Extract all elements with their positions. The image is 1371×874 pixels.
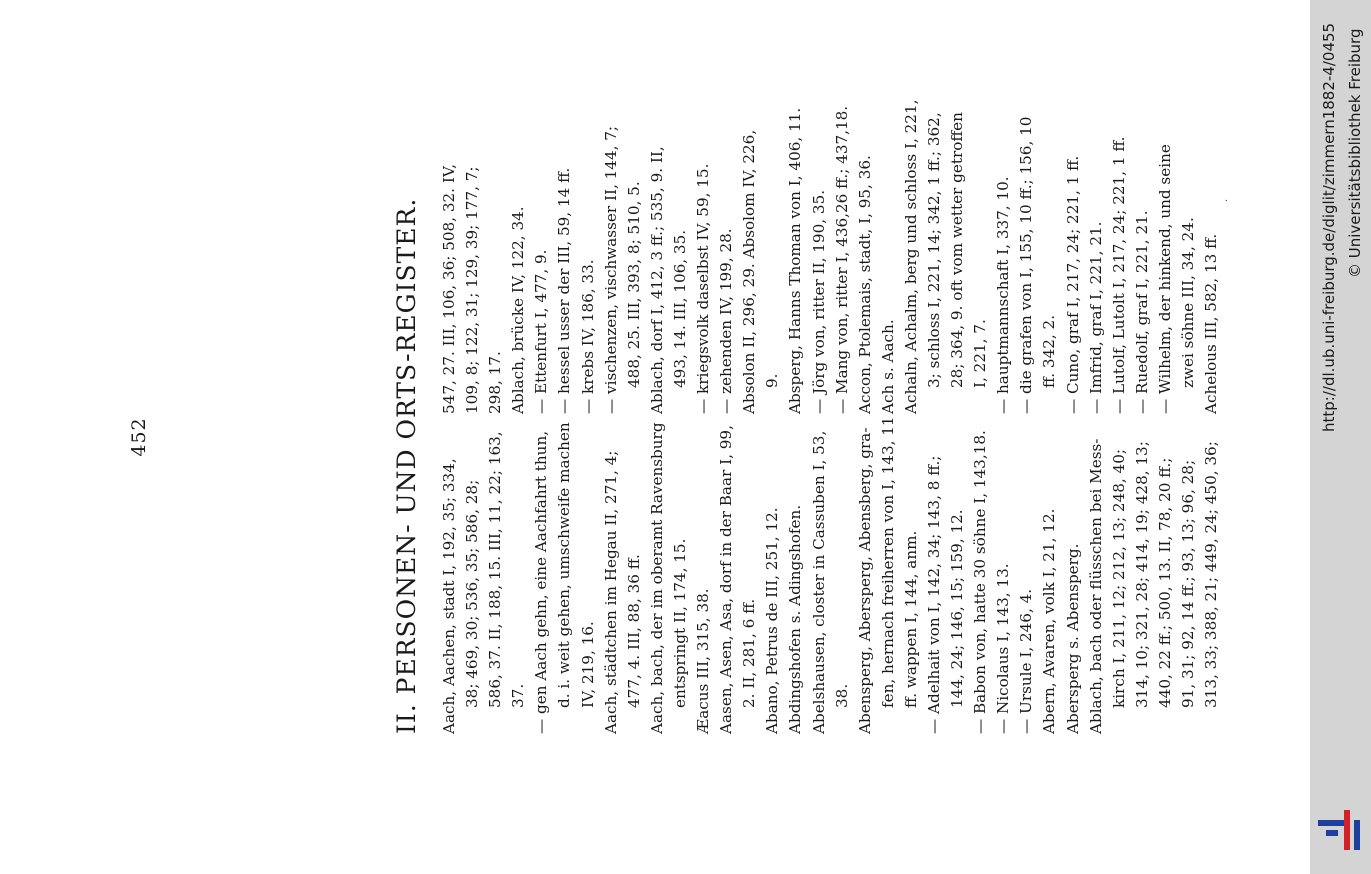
index-entry: Ach s. Aach. [878, 319, 897, 414]
index-entry: — Wilhelm, der hinkend, und seine [1155, 144, 1174, 414]
index-entry-continuation: 91, 31; 92, 14 ff.; 93, 13; 96, 28; [1179, 459, 1197, 708]
index-column-right [438, 100, 1223, 414]
index-entry: Abelshausen, closter in Cassuben I, 53, [809, 430, 828, 734]
copyright-notice: © Universitätsbibliothek Freiburg [1346, 28, 1364, 278]
index-entry: — kriegsvolk daselbst IV, 59, 15. [694, 163, 713, 414]
index-entry-continuation: 440, 22 ff.; 500, 13. II, 78, 20 ff.; [1155, 457, 1174, 708]
index-entry-continuation: 314, 10; 321, 28; 414, 19; 428, 13; [1132, 441, 1151, 708]
index-entry: Achaln, Achalm, berg und schloss I, 221, [901, 99, 920, 414]
index-entry: 547, 27. III, 106, 36; 508, 32. IV, [440, 164, 458, 414]
index-entry: — Ettenfurt I, 477, 9. [532, 249, 551, 414]
page-number: 452 [128, 417, 150, 457]
section-heading: II. PERSONEN- UND ORTS-REGISTER. [392, 197, 421, 734]
logo-bar-red [1344, 810, 1350, 850]
index-entry-continuation: 144, 24; 146, 15; 159, 12. [948, 509, 967, 708]
index-entry: — Nicolaus I, 143, 13. [994, 563, 1013, 734]
index-entry: Aach, Aachen, stadt I, 192, 35; 334, [440, 458, 458, 734]
index-entry: — Lutolf, Lutolt I, 217, 24; 221, 1 ff. [1109, 136, 1128, 414]
index-entry: Ablach, bach oder flüsschen bei Mess- [1086, 438, 1105, 734]
index-entry-continuation: 28; 364, 9. oft vom wetter getroffen [948, 112, 967, 388]
index-entry-continuation: 488, 25. III, 393, 8; 510, 5. [624, 181, 643, 388]
index-entry-continuation: 37. [509, 683, 528, 708]
index-entry-continuation: IV, 219, 16. [578, 621, 597, 708]
index-entry: 109, 8; 122, 31; 129, 39; 177, 7; [463, 166, 482, 414]
permalink-url[interactable]: http://dl.ub.uni-freiburg.de/diglit/zimmern1882-4/0455 [1320, 22, 1338, 432]
index-entry-continuation: d. i. weit gehen, umschweife machen [555, 422, 574, 708]
index-entry: Aasen, Asen, Asa, dorf in der Baar I, 99, [717, 425, 736, 734]
index-entry-continuation: 3; schloss I, 221, 14; 342, 1 ff.; 362, [924, 112, 943, 388]
index-entry: — zehenden IV, 199, 28. [717, 228, 736, 414]
index-entry: — Cuno, graf I, 217, 24; 221, 1 ff. [1063, 155, 1082, 414]
index-entry: Aach, bach, der im oberamt Ravensburg [647, 422, 666, 734]
index-entry: Absolon II, 296, 29. Absolom IV, 226, [740, 129, 759, 414]
index-entry: Abern, Avaren, volk I, 21, 12. [1040, 508, 1059, 734]
index-entry: Abano, Petrus de III, 251, 12. [763, 507, 782, 734]
index-entry: — Ursule I, 246, 4. [1017, 588, 1036, 734]
index-entry: — hessel usser der III, 59, 14 ff. [555, 167, 574, 414]
index-entry-continuation: I, 221, 7. [971, 319, 990, 388]
index-entry: Abensperg, Abersperg, Abensberg, gra- [855, 427, 874, 734]
index-entry: — vischenzen, vischwasser II, 144, 7; [601, 125, 620, 414]
logo-bar-blue-3 [1326, 830, 1338, 836]
index-entry: — hauptmannschaft I, 337, 10. [994, 176, 1013, 414]
index-entry-continuation: 38; 469, 30; 536, 35; 586, 28; [463, 479, 482, 708]
index-entry: — Adelhait von I, 142, 34; 143, 8 ff.; [924, 455, 943, 734]
index-entry: — Jörg von, ritter II, 190, 35. [809, 189, 828, 414]
index-entry: Achelous III, 582, 13 ff. [1202, 233, 1221, 414]
index-entry-continuation: kirch I, 211, 12; 212, 13; 248, 40; [1109, 448, 1128, 708]
index-entry: Abdingshofen s. Adingshofen. [786, 504, 805, 734]
index-entry-continuation: 38. [832, 683, 851, 708]
index-entry: — Babon von, hatte 30 söhne I, 143,18. [971, 430, 990, 734]
index-entry: — die grafen von I, 155, 10 ff.; 156, 10 [1017, 116, 1036, 414]
index-entry-continuation: zwei söhne III, 34, 24. [1179, 217, 1197, 388]
print-mark: · [1222, 198, 1233, 202]
index-entry-continuation: ff. 342, 2. [1040, 314, 1059, 388]
index-entry-continuation: 2. II, 281, 6 ff. [740, 598, 759, 708]
index-entry-continuation: 586, 37. II, 188, 15. III, 11, 22; 163, [486, 431, 505, 708]
index-entry-continuation: 477, 4. III, 88, 36 ff. [624, 554, 643, 708]
index-entry-continuation: 493, 14. III, 106, 35. [670, 229, 689, 388]
index-entry: — Mang von, ritter I, 436,26 ff.; 437,18. [832, 105, 851, 414]
index-entry: — krebs IV, 186, 33. [578, 259, 597, 414]
logo-bar-blue-2 [1354, 820, 1360, 850]
index-entry-continuation: entspringt II, 174, 15. [670, 538, 689, 708]
index-entry: 298, 17. [486, 351, 505, 414]
index-entry: Ablach, brücke IV, 122, 34. [509, 206, 528, 414]
index-entry-continuation: 9. [763, 373, 782, 388]
index-entry-continuation: 313, 33; 388, 21; 449, 24; 450, 36; [1202, 441, 1221, 708]
index-entry-continuation: ff. wappen I, 144, anm. [901, 530, 920, 708]
index-entry: Ablach, dorf I, 412, 3 ff.; 535, 9. II, [647, 146, 666, 414]
index-entry: Abersperg s. Abensperg. [1063, 543, 1082, 734]
index-entry: Æacus III, 315, 38. [694, 588, 713, 734]
index-entry: Accon, Ptolemais, stadt, I, 95, 36. [855, 155, 874, 414]
index-entry: — Ruedolf, graf I, 221, 21. [1132, 210, 1151, 414]
index-entry: Absperg, Hanns Thoman von I, 406, 11. [786, 107, 805, 414]
index-entry: — Imfrid, graf I, 221, 21. [1086, 221, 1105, 414]
index-entry: — gen Aach gehn, eine Aachfahrt thun, [532, 430, 551, 734]
index-column-left [438, 364, 1223, 734]
index-entry-continuation: fen, hernach freiherren von I, 143, 11 [878, 416, 897, 708]
index-entry: Aach, städtchen im Hegau II, 271, 4; [601, 450, 620, 734]
ub-freiburg-logo-icon [1318, 808, 1364, 852]
